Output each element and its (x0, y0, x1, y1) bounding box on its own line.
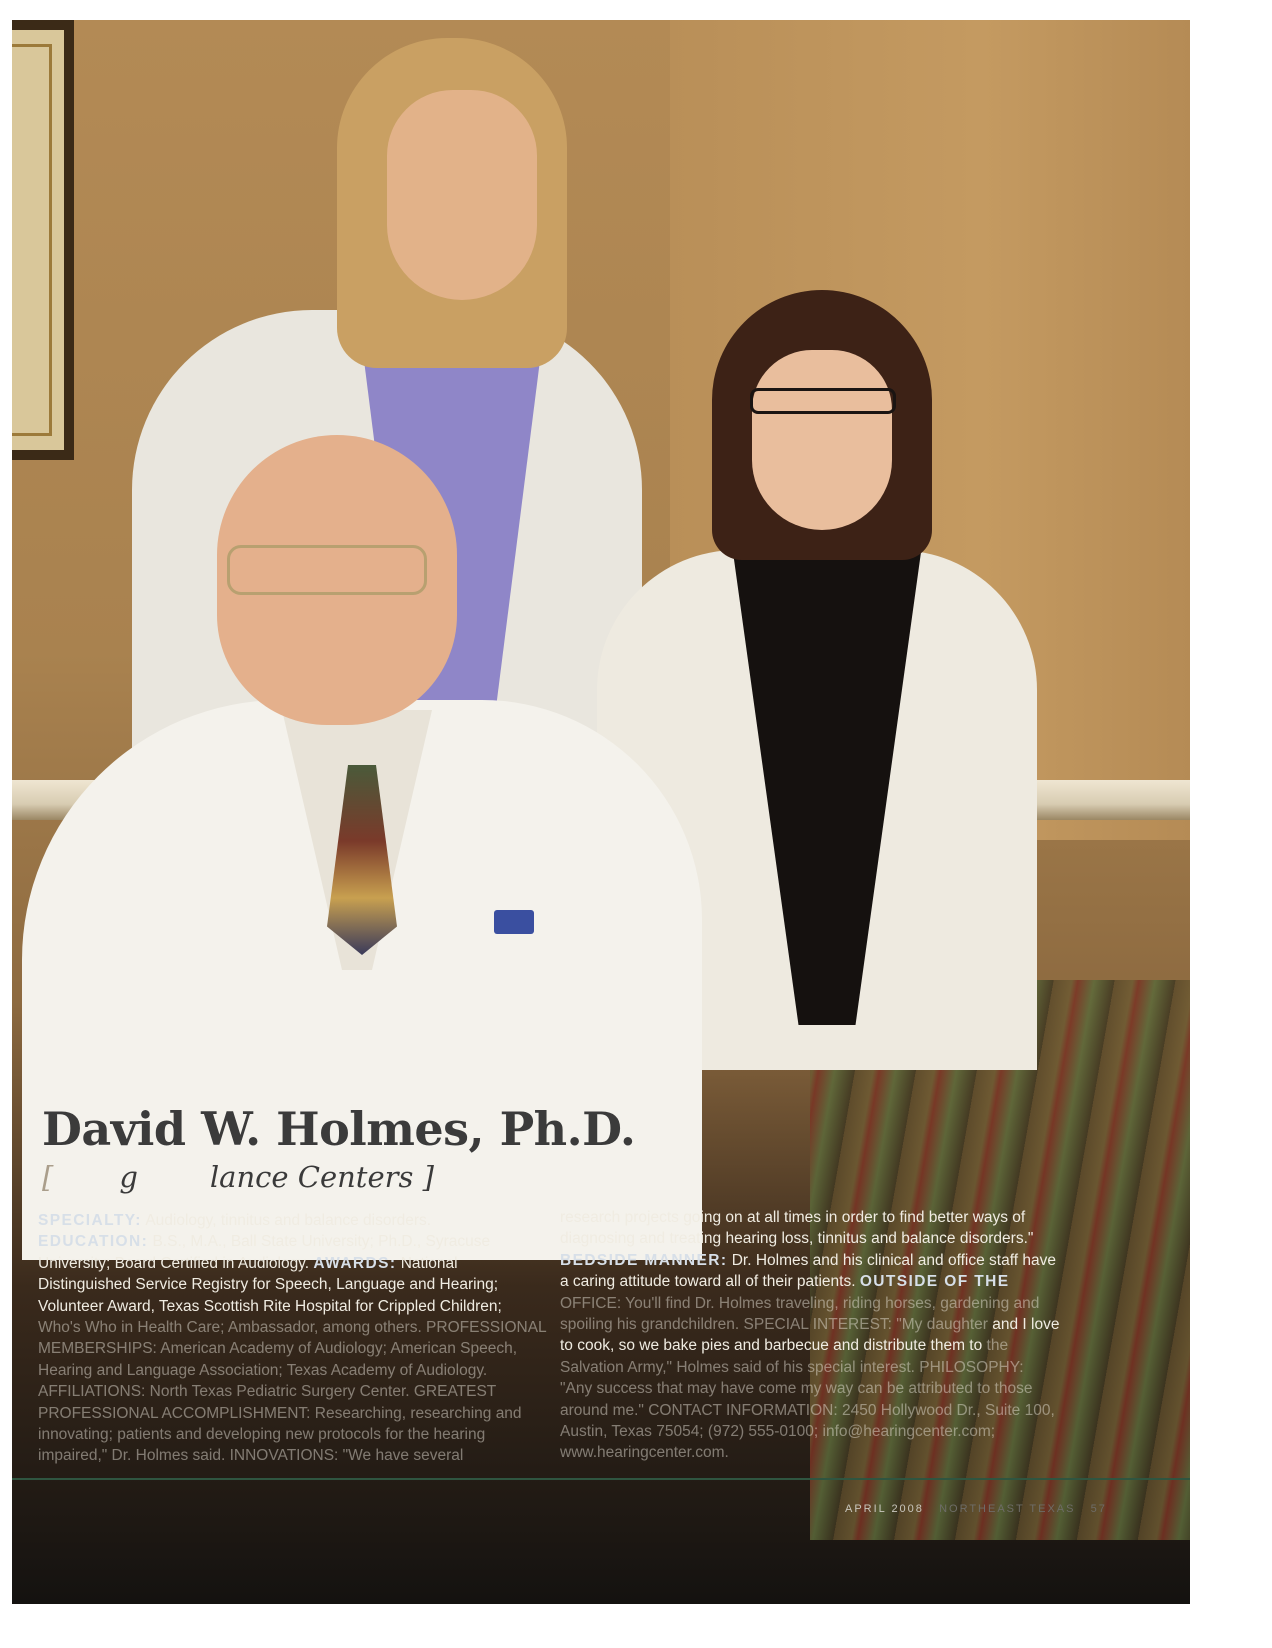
obscured-text-1: OFFICE: You'll find Dr. Holmes traveling, riding horses, gardening and spoiling his grandchildren. SPECIAL INTEREST: "My daughter (560, 1294, 1040, 1334)
footer-rule (12, 1478, 1190, 1480)
eyeglasses (750, 388, 896, 414)
doctor-name: David W. Holmes, Ph.D. (42, 1102, 636, 1156)
picture-frame (12, 20, 74, 460)
education-label: EDUCATION: (38, 1233, 149, 1251)
profile-column-right (560, 1207, 1060, 1464)
article-heading (42, 1102, 636, 1194)
page-number: 57 (1090, 1503, 1107, 1515)
practice-name: [ g lance Centers ] (42, 1160, 434, 1194)
obscured-text-2: the Salvation Army," Holmes said of his special interest. PHILOSOPHY: "Any success that may have come my way can be attributed to those around me." CONTACT INFORMATION: 2450 Hollywood Dr., Suite 100, Austin, Texas 75054; (972) 555-0100; info@hearingcenter.com; www.hearingcenter.com. (560, 1337, 1055, 1462)
practice-name-part-2: lance Centers ] (209, 1160, 434, 1194)
innovations-continued: research projects going on at all times in order to find better ways of diagnosing and treating hearing loss, tinnitus and balance disorders." (560, 1209, 1034, 1248)
profile-text-right (560, 1207, 1060, 1464)
practice-name-part-1: g (119, 1160, 138, 1194)
magazine-name: NORTHEAST TEXAS (939, 1503, 1076, 1515)
bedside-manner-label: BEDSIDE MANNER: (560, 1251, 728, 1269)
lapel-pin (494, 910, 534, 934)
face (387, 90, 537, 300)
specialty-text: Audiology, tinnitus and balance disorders. (145, 1212, 432, 1229)
face (752, 350, 892, 530)
specialty-label: SPECIALTY: (38, 1212, 142, 1229)
awards-text: National Distinguished Service Registry for Speech, Language and Hearing; Volunteer Award, Texas Scottish Rite Hospital for Crippled Children; (38, 1254, 502, 1315)
issue-date: APRIL 2008 (845, 1503, 924, 1515)
bedside-manner-text: Dr. Holmes and his clinical and office staff have a caring attitude toward all of their patients. (560, 1251, 1056, 1291)
cooking-text: and I love to cook, so we bake pies and barbecue and distribute them to (560, 1316, 1060, 1355)
eyeglasses (227, 545, 427, 595)
education-text: B.S., M.A., Ball State University; Ph.D., Syracuse University; Board Certified in Audiology. (38, 1233, 491, 1272)
obscured-text: Who's Who in Health Care; Ambassador, among others. PROFESSIONAL MEMBERSHIPS: American Academy of Audiology; American Speech, Hearing and Language Association; Texas Academy of Audiology. AFFILIATIONS: North Texas Pediatric Surgery Center. GREATEST PROFESSIONAL ACCOMPLISHMENT: Researching, researching and innovating; patients and developing new protocols for the hearing impaired," Dr. Holmes said. INNOVATIONS: "We have several (38, 1319, 547, 1465)
outside-office-label: OUTSIDE OF THE (859, 1273, 1010, 1291)
profile-text-left (38, 1210, 548, 1467)
page-footer (845, 1503, 1107, 1515)
awards-label: AWARDS: (313, 1254, 397, 1272)
profile-column-left (38, 1210, 548, 1467)
